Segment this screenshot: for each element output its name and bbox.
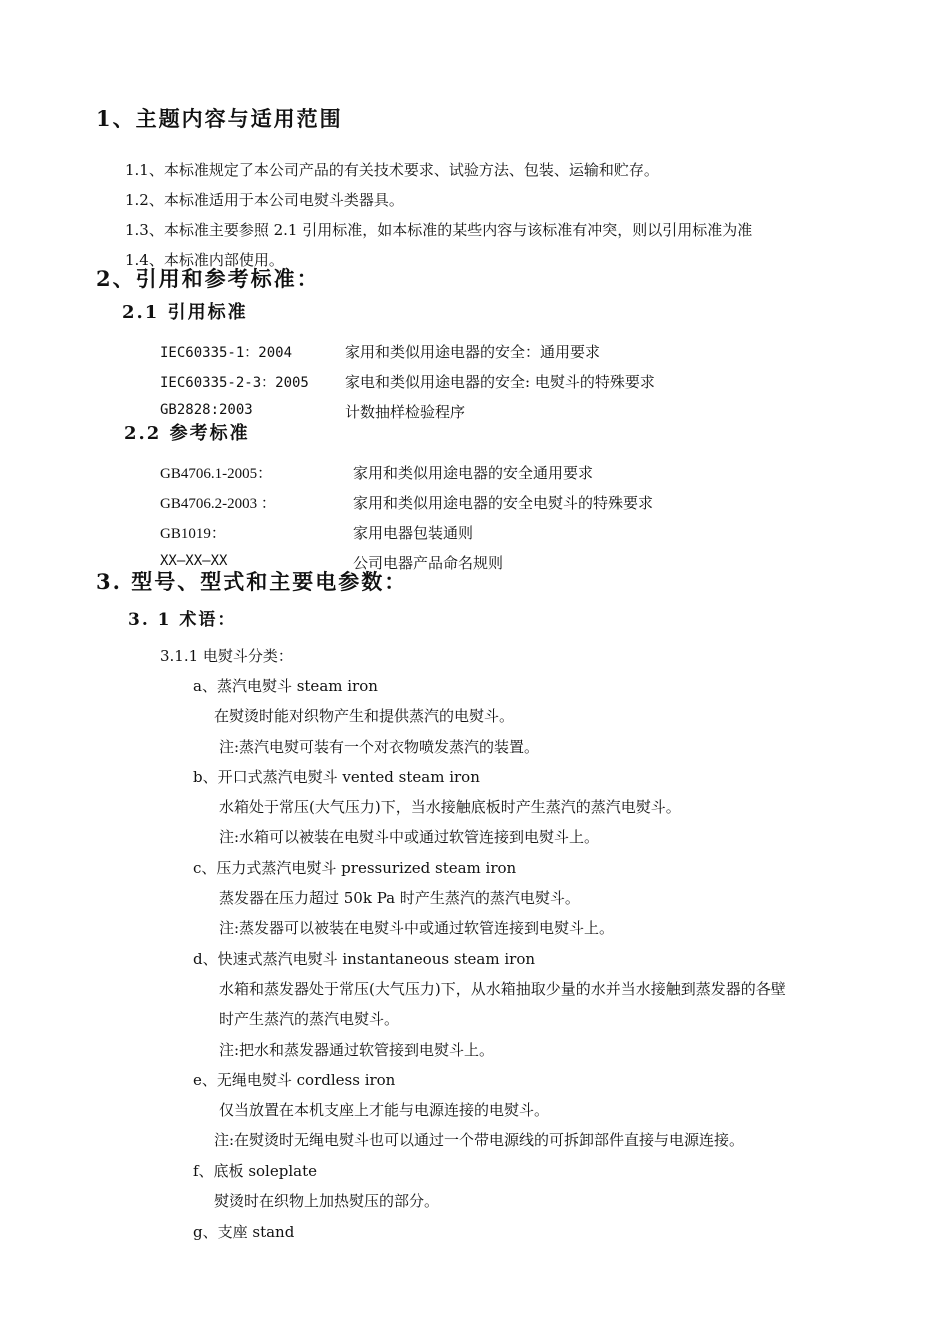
ref-code: GB4706.2-2003 ： <box>160 496 276 512</box>
term-d-definition-line1: 水箱和蒸发器处于常压(大气压力)下，从水箱抽取少量的水并当水接触到蒸发器的各壁 <box>219 980 786 998</box>
section-2-2-heading: 2.2 参考标准 <box>124 423 250 444</box>
ref-code: GB4706.1-2005： <box>160 466 273 482</box>
term-e-definition: 仅当放置在本机支座上才能与电源连接的电熨斗。 <box>219 1101 550 1119</box>
ref-title: 公司电器产品命名规则 <box>353 554 504 572</box>
ref-title: 家用电器包装通则 <box>353 524 474 542</box>
section-2-1-heading: 2.1 引用标准 <box>122 302 248 323</box>
term-b-title: b、开口式蒸汽电熨斗 vented steam iron <box>193 768 480 786</box>
section-3-1-heading: 3. 1 术语： <box>128 610 237 630</box>
ref-title: 计数抽样检验程序 <box>345 403 466 421</box>
term-c-definition: 蒸发器在压力超过 50k Pa 时产生蒸汽的蒸汽电熨斗。 <box>219 889 580 907</box>
clause-1-1: 1.1、本标准规定了本公司产品的有关技术要求、试验方法、包装、运输和贮存。 <box>125 161 659 179</box>
clause-1-3: 1.3、本标准主要参照 2.1 引用标准，如本标准的某些内容与该标准有冲突，则以引用标准为准 <box>125 221 753 239</box>
term-b-definition: 水箱处于常压(大气压力)下，当水接触底板时产生蒸汽的蒸汽电熨斗。 <box>219 798 681 816</box>
term-d-note: 注:把水和蒸发器通过软管接到电熨斗上。 <box>219 1041 495 1059</box>
clause-1-2: 1.2、本标准适用于本公司电熨斗类器具。 <box>125 191 404 209</box>
section-2-heading: 2、引用和参考标准： <box>96 266 320 291</box>
ref-code: IEC60335-2-3：2005 <box>160 375 309 391</box>
section-3-1-1-heading: 3.1.1 电熨斗分类： <box>160 647 293 665</box>
term-e-title: e、无绳电熨斗 cordless iron <box>193 1071 396 1089</box>
term-a-note: 注:蒸汽电熨可装有一个对衣物喷发蒸汽的装置。 <box>219 738 540 756</box>
ref-code: GB1019： <box>160 526 226 542</box>
term-g-title: g、支座 stand <box>193 1223 295 1241</box>
ref-code: XX—XX—XX <box>160 553 228 569</box>
term-a-title: a、蒸汽电熨斗 steam iron <box>193 677 378 695</box>
term-d-title: d、快速式蒸汽电熨斗 instantaneous steam iron <box>193 950 536 968</box>
section-1-heading: 1、主题内容与适用范围 <box>96 106 343 131</box>
section-3-heading: 3. 型号、型式和主要电参数： <box>96 569 408 594</box>
ref-code: GB2828:2003 <box>160 402 253 418</box>
clause-1-4: 1.4、本标准内部使用。 <box>125 251 284 269</box>
term-f-title: f、底板 soleplate <box>193 1162 317 1180</box>
term-a-definition: 在熨烫时能对织物产生和提供蒸汽的电熨斗。 <box>214 707 515 725</box>
ref-code: IEC60335-1：2004 <box>160 345 293 361</box>
term-c-title: c、压力式蒸汽电熨斗 pressurized steam iron <box>193 859 517 877</box>
term-b-note: 注:水箱可以被装在电熨斗中或通过软管连接到电熨斗上。 <box>219 828 600 846</box>
ref-title: 家电和类似用途电器的安全: 电熨斗的特殊要求 <box>345 373 655 391</box>
ref-title: 家用和类似用途电器的安全电熨斗的特殊要求 <box>353 494 654 512</box>
ref-title: 家用和类似用途电器的安全通用要求 <box>353 464 594 482</box>
term-c-note: 注:蒸发器可以被装在电熨斗中或通过软管连接到电熨斗上。 <box>219 919 615 937</box>
term-f-definition: 熨烫时在织物上加热熨压的部分。 <box>214 1192 440 1210</box>
term-d-definition-line2: 时产生蒸汽的蒸汽电熨斗。 <box>219 1010 400 1028</box>
term-e-note: 注:在熨烫时无绳电熨斗也可以通过一个带电源线的可拆卸部件直接与电源连接。 <box>214 1131 745 1149</box>
ref-title: 家用和类似用途电器的安全：通用要求 <box>345 343 601 361</box>
